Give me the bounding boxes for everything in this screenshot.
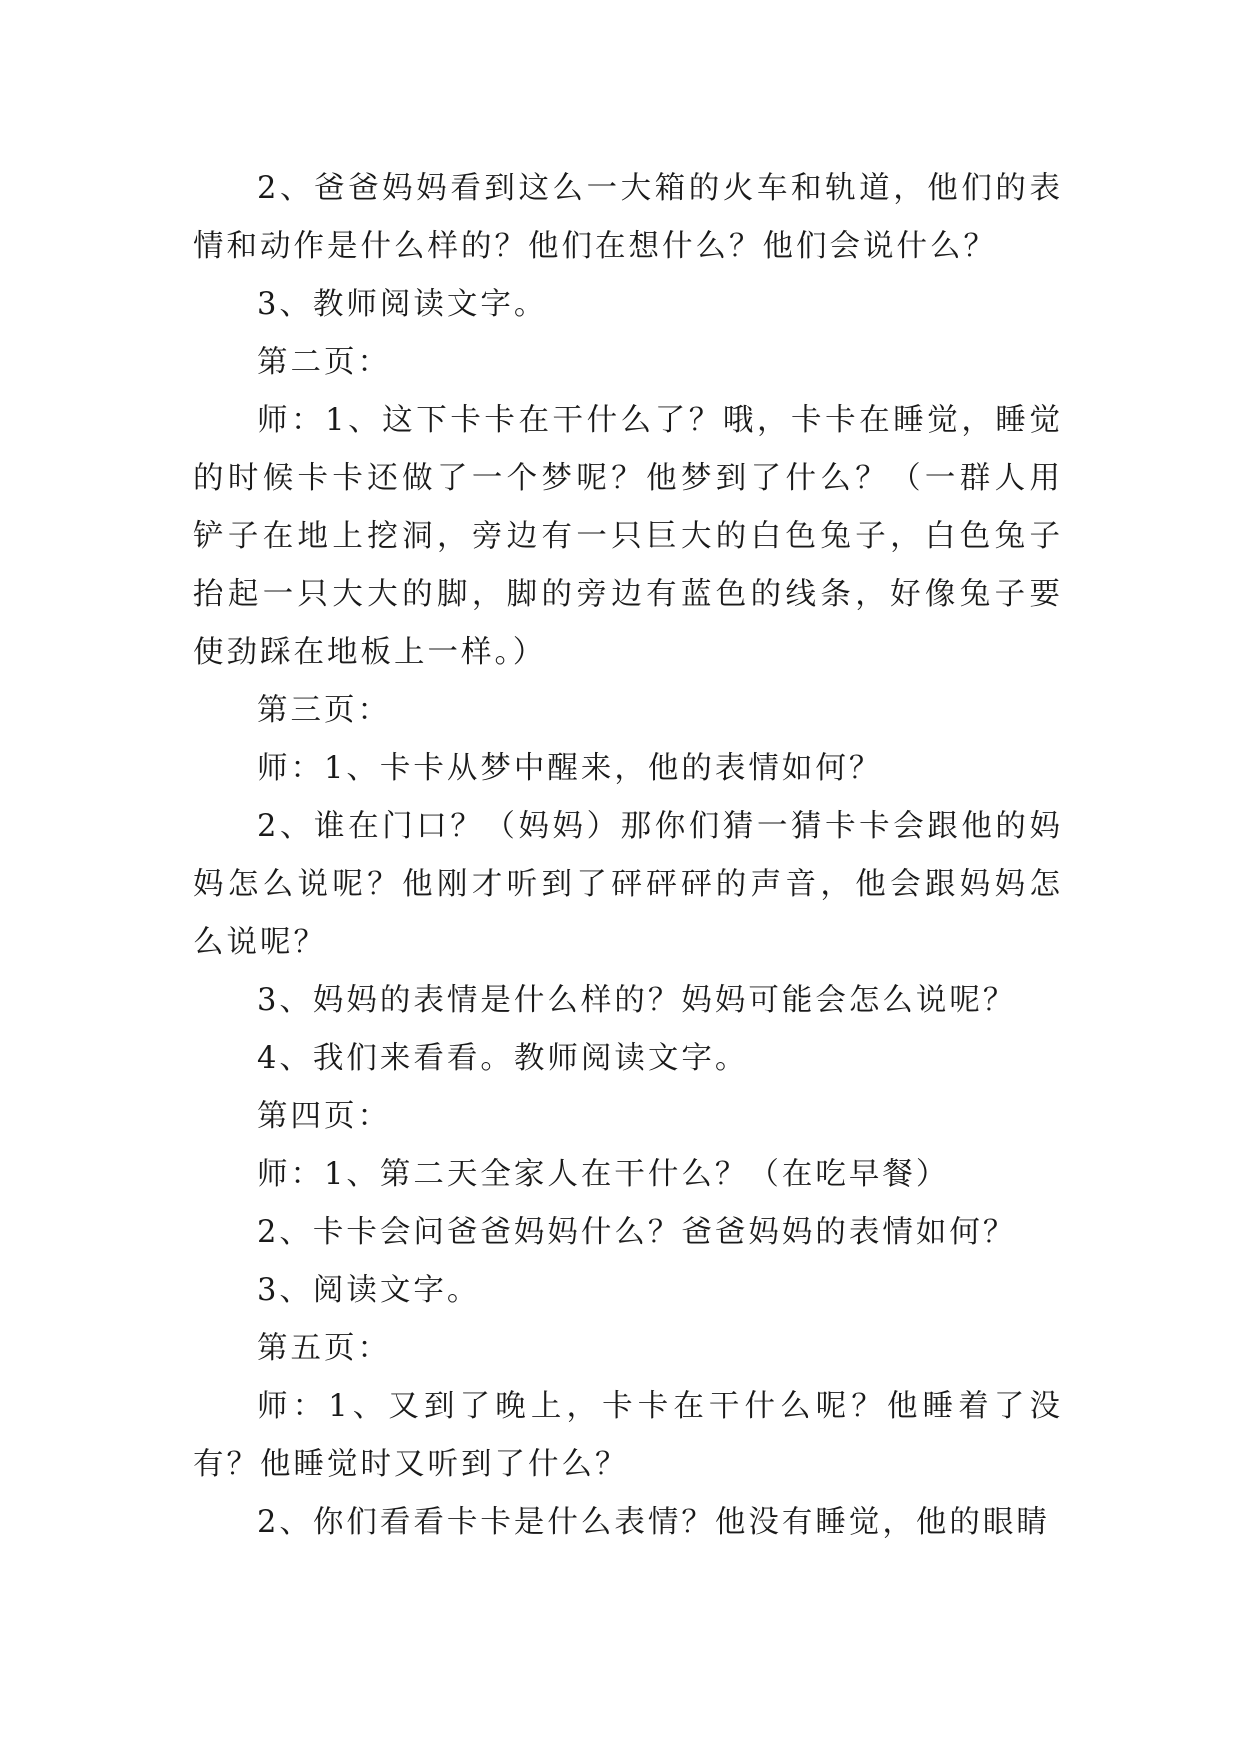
section-heading: 第二页： <box>257 345 391 380</box>
paragraph: 2、谁在门口？（妈妈）那你们猜一猜卡卡会跟他的妈妈怎么说呢？他刚才听到了砰砰砰的声音，他会跟妈妈怎么说呢？ <box>193 809 1063 960</box>
section-heading: 第四页： <box>257 1099 391 1134</box>
paragraph: 师：1、第二天全家人在干什么？（在吃早餐） <box>257 1157 950 1192</box>
document-body <box>193 160 1063 1552</box>
paragraph: 4、我们来看看。教师阅读文字。 <box>257 1041 749 1076</box>
paragraph: 师：1、又到了晚上，卡卡在干什么呢？他睡着了没有？他睡觉时又听到了什么？ <box>193 1389 1063 1482</box>
paragraph: 2、爸爸妈妈看到这么一大箱的火车和轨道，他们的表情和动作是什么样的？他们在想什么？他们会说什么？ <box>193 171 1063 264</box>
paragraph: 3、教师阅读文字。 <box>257 287 548 322</box>
section-heading: 第五页： <box>257 1331 391 1366</box>
paragraph: 3、妈妈的表情是什么样的？妈妈可能会怎么说呢？ <box>257 983 1017 1018</box>
paragraph: 2、你们看看卡卡是什么表情？他没有睡觉，他的眼睛 <box>257 1505 1050 1540</box>
paragraph: 师：1、卡卡从梦中醒来，他的表情如何？ <box>257 751 883 786</box>
paragraph: 2、卡卡会问爸爸妈妈什么？爸爸妈妈的表情如何？ <box>257 1215 1017 1250</box>
section-heading: 第三页： <box>257 693 391 728</box>
paragraph: 师：1、这下卡卡在干什么了？哦，卡卡在睡觉，睡觉的时候卡卡还做了一个梦呢？他梦到了什么？（一群人用铲子在地上挖洞，旁边有一只巨大的白色兔子，白色兔子抬起一只大大的脚，脚的旁边有蓝色的线条，好像兔子要使劲踩在地板上一样。） <box>193 403 1063 670</box>
paragraph: 3、阅读文字。 <box>257 1273 481 1308</box>
